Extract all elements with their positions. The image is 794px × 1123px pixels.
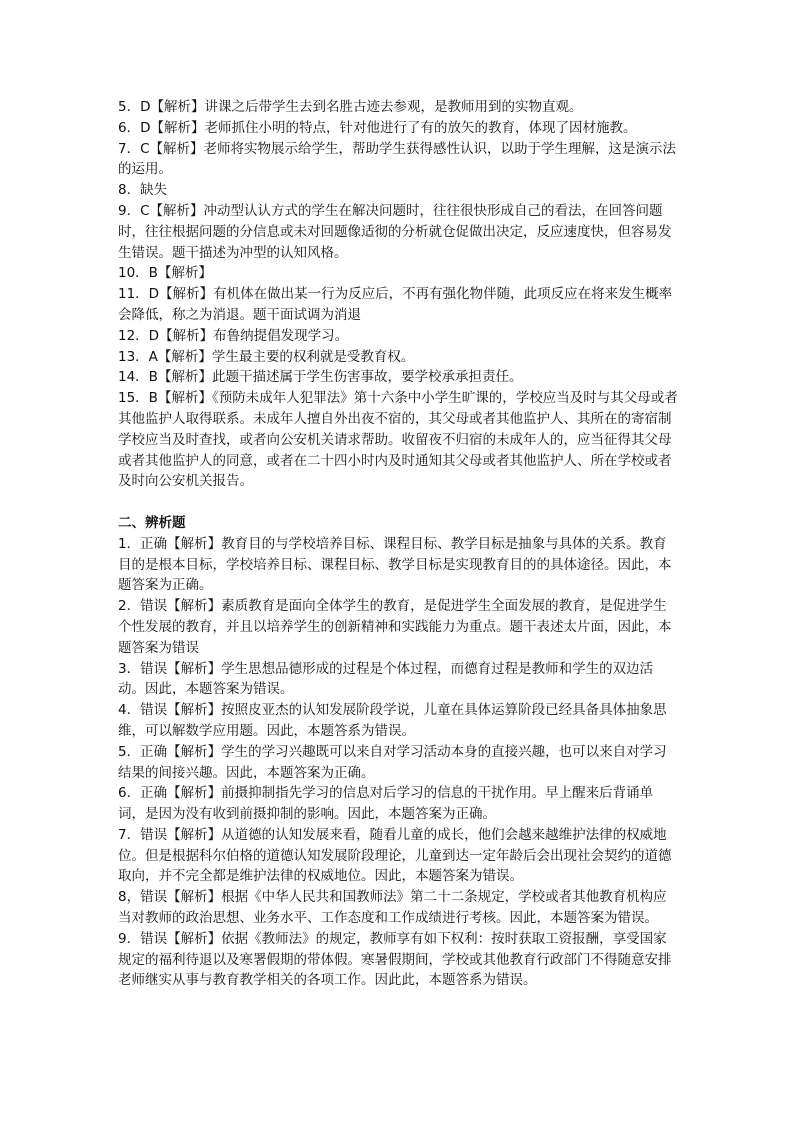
answer-item-8: 8．缺失 <box>118 182 168 199</box>
section-spacer <box>118 492 678 513</box>
answer-item-6: 6．D【解析】老师抓住小明的特点，针对他进行了有的放矢的教育，体现了因材施教。 <box>118 119 637 136</box>
analysis-item-8: 8，错误【解析】根据《中华人民共和国教师法》第二十二条规定，学校或者其他教育机构应当对教师的政治思想、业务水平、工作态度和工作成绩进行考核。因此，本题答案为错误。 <box>118 889 667 927</box>
answer-item-15: 15．B【解析】《预防未成年人犯罪法》第十六条中小学生旷课的，学校应当及时与其父母或者其他监护人取得联系。未成年人擅自外出夜不宿的，其父母或者其他监护人、其所在的寄宿制学校应当及时查找，或者向公安机关请求帮助。收留夜不归宿的未成年人的，应当征得其父母或者其他监护人的同意，或者在二十四小时内及时通知其父母或者其他监护人、所在学校或者及时向公安机关报告。 <box>118 390 678 490</box>
answer-item-11: 11．D【解析】有机体在做出某一行为反应后，不再有强化物伴随，此项反应在将来发生概率会降低，称之为消退。题干面试调为消退 <box>118 286 673 323</box>
answer-item-9: 9．C【解析】冲动型认认方式的学生在解决问题时，往往很快形成自己的看法，在回答问题时，往往根据问题的分信息或未对回题像适彻的分析就仓促做出决定，反应速度快，但容易发生错误。题干描述为冲型的认知风格。 <box>118 202 672 261</box>
answer-item-14: 14．B【解析】此题干描述属于学生伤害事故，要学校承承担责任。 <box>118 369 523 386</box>
answer-item-10: 10．B【解析】 <box>118 265 212 282</box>
analysis-item-4: 4．错误【解析】按照皮亚杰的认知发展阶段学说，儿童在具体运算阶段已经具备具体抽象思维，可以解数学应用题。因此，本题答系为错误。 <box>118 702 667 739</box>
analysis-item-3: 3．错误【解析】学生思想品德形成的过程是个体过程，而德育过程是教师和学生的双边活动。因此，本题答案为错误。 <box>118 660 654 698</box>
analysis-item-5: 5．正确【解析】学生的学习兴趣既可以来自对学习活动本身的直接兴趣，也可以来自对学习结果的间接兴趣。因此，本题答案为正确。 <box>118 743 667 781</box>
answer-item-12: 12．D【解析】布鲁纳提倡发现学习。 <box>118 327 349 344</box>
analysis-item-9: 9．错误【解析】依据《教师法》的规定，教师享有如下权利：按时获取工资报酬，享受国家规定的福利待退以及寒署假期的带体假。寒暑假期间，学校或其他教育行政部门不得随意安排老师继实从事与教育教学相关的各项工作。因此此，本题答系为错误。 <box>118 930 672 989</box>
section-heading: 二、辨析题 <box>118 514 186 531</box>
section-1-answers <box>118 97 678 492</box>
section-2-analysis <box>118 513 678 991</box>
answer-item-7: 7．C【解析】老师将实物展示给学生，帮助学生获得感性认识，以助于学生理解，这是演示法的运用。 <box>118 140 677 178</box>
analysis-item-2: 2．错误【解析】素质教育是面向全体学生的教育，是促进学生全面发展的教育，是促进学生个性发展的教育，并且以培养学生的创新精神和实践能力为重点。题干表述太片面，因此，本题答案为错误 <box>118 598 672 656</box>
analysis-item-7: 7．错误【解析】从道德的认知发展来看，随看儿童的成长，他们会越来越维护法律的权威地位。但是根据科尔伯格的道德认知发展阶段理论，儿童到达一定年龄后会出现社会契约的道德取向，并不完全都是维护法律的权威地位。因此，本题答案为错误。 <box>118 826 672 885</box>
answer-text-body <box>118 97 678 991</box>
answer-item-13: 13．A【解析】学生最主要的权利就是受教育权。 <box>118 348 415 365</box>
analysis-item-6: 6．正确【解析】前摄抑制指先学习的信息对后学习的信息的干扰作用。早上醒来后背诵单词，是因为没有收到前摄抑制的影响。因此，本题答案为正确。 <box>118 785 654 823</box>
answer-item-5: 5．D【解析】讲课之后带学生去到名胜古迹去参观，是教师用到的实物直观。 <box>118 99 583 115</box>
analysis-item-1: 1．正确【解析】教育目的与学校培养目标、课程目标、教学目标是抽象与具体的关系。教育目的是根本目标，学校培养目标、课程目标、教学目标是实现教育目的的具体途径。因此，本题答案为正确。 <box>118 535 672 594</box>
